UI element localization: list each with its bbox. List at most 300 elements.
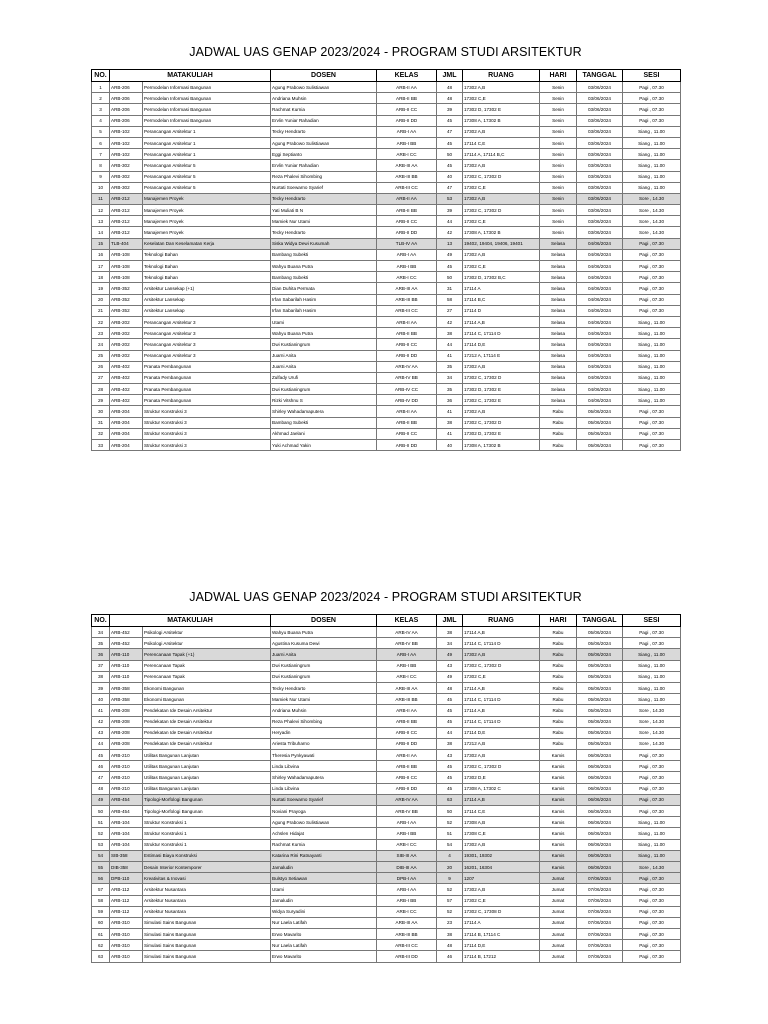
cell-tanggal: 07/06/2024 bbox=[577, 917, 623, 928]
cell-sesi: Siang , 11.00 bbox=[623, 817, 681, 828]
cell-tanggal: 03/06/2024 bbox=[577, 149, 623, 160]
table-row bbox=[92, 126, 681, 137]
cell-dosen: Tecky Hendrarto bbox=[271, 193, 377, 204]
cell-jml: 34 bbox=[437, 372, 463, 383]
cell-dosen: Mamiek Nur Utami bbox=[271, 216, 377, 227]
cell-hari: Jumat bbox=[540, 895, 577, 906]
cell-matakuliah: Perancangan Arsitektur 3 bbox=[143, 350, 271, 361]
cell-hari: Selasa bbox=[540, 305, 577, 316]
cell-no: 29 bbox=[92, 395, 110, 406]
cell-matakuliah: Manajemen Proyek bbox=[143, 205, 271, 216]
cell-kode: ARB-402 bbox=[110, 395, 143, 406]
cell-no: 60 bbox=[92, 917, 110, 928]
cell-dosen: Juarni Anita bbox=[271, 361, 377, 372]
cell-tanggal: 03/06/2024 bbox=[577, 193, 623, 204]
cell-matakuliah: Perancangan Arsitektur 1 bbox=[143, 137, 271, 148]
cell-kelas: ARB-I BB bbox=[377, 828, 437, 839]
cell-jml: 58 bbox=[437, 294, 463, 305]
cell-no: 3 bbox=[92, 104, 110, 115]
table-row bbox=[92, 193, 681, 204]
cell-jml: 45 bbox=[437, 694, 463, 705]
cell-kode: ARB-102 bbox=[110, 137, 143, 148]
cell-matakuliah: Pranata Pembangunan bbox=[143, 361, 271, 372]
cell-matakuliah: Estimasi Biaya Konstruksi bbox=[143, 850, 271, 861]
cell-tanggal: 04/06/2024 bbox=[577, 283, 623, 294]
cell-jml: 63 bbox=[437, 794, 463, 805]
cell-hari: Senin bbox=[540, 149, 577, 160]
cell-hari: Kamis bbox=[540, 761, 577, 772]
cell-sesi: Pagi , 07.30 bbox=[623, 238, 681, 249]
cell-kode: ARB-402 bbox=[110, 372, 143, 383]
col-header-hari: HARI bbox=[540, 615, 577, 627]
table-row bbox=[92, 682, 681, 693]
cell-matakuliah: Struktur Konstruksi 3 bbox=[143, 428, 271, 439]
cell-no: 56 bbox=[92, 873, 110, 884]
cell-tanggal: 03/06/2024 bbox=[577, 160, 623, 171]
cell-kelas: TLB-IV AA bbox=[377, 238, 437, 249]
cell-kode: ARB-206 bbox=[110, 115, 143, 126]
cell-kelas: ARB-II DD bbox=[377, 115, 437, 126]
cell-tanggal: 06/06/2024 bbox=[577, 772, 623, 783]
cell-jml: 57 bbox=[437, 895, 463, 906]
cell-kelas: ARB-II DD bbox=[377, 227, 437, 238]
cell-ruang: 17114 C, 17114 D bbox=[463, 694, 540, 705]
cell-hari: Selasa bbox=[540, 238, 577, 249]
cell-tanggal: 05/06/2024 bbox=[577, 440, 623, 451]
cell-kelas: ARB-I AA bbox=[377, 817, 437, 828]
cell-jml: 31 bbox=[437, 283, 463, 294]
cell-jml: 45 bbox=[437, 261, 463, 272]
cell-dosen: Dwi Kustianingrum bbox=[271, 384, 377, 395]
cell-jml: 41 bbox=[437, 350, 463, 361]
cell-sesi: Sore , 14.30 bbox=[623, 738, 681, 749]
cell-tanggal: 07/06/2024 bbox=[577, 951, 623, 962]
table-row bbox=[92, 940, 681, 951]
cell-ruang: 17302 A,B bbox=[463, 649, 540, 660]
cell-no: 35 bbox=[92, 638, 110, 649]
cell-sesi: Sore , 14.30 bbox=[623, 861, 681, 872]
cell-tanggal: 04/06/2024 bbox=[577, 361, 623, 372]
cell-kode: SIB-358 bbox=[110, 850, 143, 861]
cell-kode: ARB-108 bbox=[110, 249, 143, 260]
table-row bbox=[92, 772, 681, 783]
cell-dosen: Rachmat Kurnia bbox=[271, 104, 377, 115]
cell-ruang: 17302 C,E bbox=[463, 182, 540, 193]
cell-kode: ARB-212 bbox=[110, 205, 143, 216]
cell-kode: ARB-212 bbox=[110, 216, 143, 227]
cell-no: 36 bbox=[92, 649, 110, 660]
col-header-matakuliah: MATAKULIAH bbox=[110, 70, 271, 82]
cell-jml: 38 bbox=[437, 738, 463, 749]
cell-dosen: Ervlin Yuniar Rahadian bbox=[271, 160, 377, 171]
sheet-title: JADWAL UAS GENAP 2023/2024 - PROGRAM STUDI ARSITEKTUR bbox=[189, 45, 582, 59]
cell-jml: 50 bbox=[437, 806, 463, 817]
cell-kelas: ARB-II DD bbox=[377, 783, 437, 794]
cell-kode: ARB-212 bbox=[110, 227, 143, 238]
cell-hari: Selasa bbox=[540, 283, 577, 294]
table-row bbox=[92, 171, 681, 182]
cell-kelas: ARB-II AA bbox=[377, 82, 437, 93]
cell-no: 27 bbox=[92, 372, 110, 383]
cell-no: 47 bbox=[92, 772, 110, 783]
cell-sesi: Pagi , 07.30 bbox=[623, 940, 681, 951]
cell-tanggal: 04/06/2024 bbox=[577, 372, 623, 383]
cell-kelas: ARB-II AA bbox=[377, 705, 437, 716]
cell-no: 42 bbox=[92, 716, 110, 727]
cell-ruang: 17114 C, 17114 D bbox=[463, 638, 540, 649]
cell-dosen: Dwi Kustianingrum bbox=[271, 660, 377, 671]
table-row bbox=[92, 428, 681, 439]
cell-tanggal: 04/06/2024 bbox=[577, 249, 623, 260]
cell-ruang: 17114 A, 17114 B,C bbox=[463, 149, 540, 160]
cell-tanggal: 06/06/2024 bbox=[577, 794, 623, 805]
cell-matakuliah: Manajemen Proyek bbox=[143, 193, 271, 204]
cell-kode: ARB-358 bbox=[110, 694, 143, 705]
cell-tanggal: 05/06/2024 bbox=[577, 406, 623, 417]
cell-ruang: 17302 A,B bbox=[463, 126, 540, 137]
table-body bbox=[92, 82, 681, 451]
cell-ruang: 19301, 19302 bbox=[463, 850, 540, 861]
cell-ruang: 17302 A,B bbox=[463, 750, 540, 761]
cell-kode: ARB-352 bbox=[110, 305, 143, 316]
cell-tanggal: 05/06/2024 bbox=[577, 738, 623, 749]
cell-kode: ARB-204 bbox=[110, 406, 143, 417]
cell-kode: ARB-102 bbox=[110, 126, 143, 137]
cell-ruang: 17114 C, 17114 D bbox=[463, 328, 540, 339]
cell-no: 33 bbox=[92, 440, 110, 451]
col-header-ruang: RUANG bbox=[463, 615, 540, 627]
cell-sesi: Pagi , 07.30 bbox=[623, 417, 681, 428]
table-row bbox=[92, 660, 681, 671]
cell-matakuliah: Arsitektur Nusantara bbox=[143, 884, 271, 895]
cell-matakuliah: Simulasi Sains Bangunan bbox=[143, 929, 271, 940]
cell-hari: Jumat bbox=[540, 873, 577, 884]
col-header-tanggal: TANGGAL bbox=[577, 615, 623, 627]
cell-matakuliah: Psikologi Arsitektur bbox=[143, 638, 271, 649]
cell-sesi: Pagi , 07.30 bbox=[623, 873, 681, 884]
cell-sesi: Pagi , 07.30 bbox=[623, 104, 681, 115]
cell-sesi: Siang , 11.00 bbox=[623, 171, 681, 182]
col-header-hari: HARI bbox=[540, 70, 577, 82]
cell-kode: ARB-210 bbox=[110, 761, 143, 772]
cell-kode: ARB-208 bbox=[110, 727, 143, 738]
cell-sesi: Pagi , 07.30 bbox=[623, 895, 681, 906]
cell-hari: Senin bbox=[540, 115, 577, 126]
cell-dosen: Agung Prabowo Sulistiawan bbox=[271, 817, 377, 828]
cell-no: 17 bbox=[92, 261, 110, 272]
cell-dosen: Andriana Muhsin bbox=[271, 93, 377, 104]
cell-sesi: Sore , 14.30 bbox=[623, 227, 681, 238]
cell-sesi: Pagi , 07.30 bbox=[623, 627, 681, 638]
cell-tanggal: 07/06/2024 bbox=[577, 895, 623, 906]
cell-matakuliah: Tipologi-Morfologi Bangunan bbox=[143, 794, 271, 805]
cell-ruang: 17114 A,B bbox=[463, 316, 540, 327]
cell-no: 32 bbox=[92, 428, 110, 439]
cell-jml: 41 bbox=[437, 406, 463, 417]
cell-sesi: Siang , 11.00 bbox=[623, 350, 681, 361]
cell-sesi: Siang , 11.00 bbox=[623, 160, 681, 171]
cell-kode: ARB-452 bbox=[110, 638, 143, 649]
table-row bbox=[92, 104, 681, 115]
cell-matakuliah: Tipologi-Morfologi Bangunan bbox=[143, 806, 271, 817]
table-row bbox=[92, 817, 681, 828]
cell-kode: ARB-204 bbox=[110, 440, 143, 451]
cell-dosen: Noviani Prayoga bbox=[271, 806, 377, 817]
cell-no: 15 bbox=[92, 238, 110, 249]
cell-kelas: ARB-I CC bbox=[377, 839, 437, 850]
table-row bbox=[92, 705, 681, 716]
cell-sesi: Pagi , 07.30 bbox=[623, 428, 681, 439]
cell-matakuliah: Ekonomi Bangunan bbox=[143, 694, 271, 705]
cell-ruang: 17114 C,E bbox=[463, 806, 540, 817]
cell-matakuliah: Pranata Pembangunan bbox=[143, 372, 271, 383]
cell-tanggal: 03/06/2024 bbox=[577, 227, 623, 238]
cell-matakuliah: Utilitas Bangunan Lanjutan bbox=[143, 772, 271, 783]
cell-hari: Kamis bbox=[540, 861, 577, 872]
cell-kode: ARB-208 bbox=[110, 738, 143, 749]
cell-matakuliah: Pendekatan Ide Desain Arsitektur bbox=[143, 727, 271, 738]
table-body bbox=[92, 627, 681, 963]
cell-ruang: 19402, 19404, 19406, 19401 bbox=[463, 238, 540, 249]
cell-no: 51 bbox=[92, 817, 110, 828]
cell-tanggal: 04/06/2024 bbox=[577, 238, 623, 249]
cell-jml: 20 bbox=[437, 861, 463, 872]
cell-tanggal: 06/06/2024 bbox=[577, 761, 623, 772]
cell-tanggal: 03/06/2024 bbox=[577, 104, 623, 115]
cell-no: 46 bbox=[92, 761, 110, 772]
cell-hari: Rabu bbox=[540, 440, 577, 451]
cell-dosen: Jamaludin bbox=[271, 861, 377, 872]
cell-ruang: 17114 D,E bbox=[463, 339, 540, 350]
cell-matakuliah: Simulasi Sains Bangunan bbox=[143, 917, 271, 928]
cell-matakuliah: Perancangan Arsitektur 3 bbox=[143, 339, 271, 350]
cell-no: 5 bbox=[92, 126, 110, 137]
cell-tanggal: 05/06/2024 bbox=[577, 649, 623, 660]
cell-kode: ARB-112 bbox=[110, 895, 143, 906]
cell-matakuliah: Teknologi Bahan bbox=[143, 272, 271, 283]
cell-ruang: 17302 C, 17302 D bbox=[463, 171, 540, 182]
cell-matakuliah: Pranata Pembangunan bbox=[143, 384, 271, 395]
table-row bbox=[92, 861, 681, 872]
cell-no: 18 bbox=[92, 272, 110, 283]
cell-hari: Rabu bbox=[540, 638, 577, 649]
col-header-no: NO. bbox=[92, 615, 110, 627]
cell-dosen: Utami bbox=[271, 884, 377, 895]
cell-hari: Selasa bbox=[540, 249, 577, 260]
table-row bbox=[92, 716, 681, 727]
table-row bbox=[92, 283, 681, 294]
cell-sesi: Sore , 14.30 bbox=[623, 716, 681, 727]
cell-hari: Rabu bbox=[540, 627, 577, 638]
cell-jml: 39 bbox=[437, 104, 463, 115]
cell-hari: Senin bbox=[540, 171, 577, 182]
cell-sesi: Siang , 11.00 bbox=[623, 126, 681, 137]
table-row bbox=[92, 216, 681, 227]
cell-hari: Kamis bbox=[540, 839, 577, 850]
cell-tanggal: 04/06/2024 bbox=[577, 339, 623, 350]
table-row bbox=[92, 783, 681, 794]
cell-dosen: Juarni Anita bbox=[271, 350, 377, 361]
table-row bbox=[92, 182, 681, 193]
cell-hari: Selasa bbox=[540, 372, 577, 383]
cell-kode: TLB-404 bbox=[110, 238, 143, 249]
cell-kode: ARB-206 bbox=[110, 104, 143, 115]
cell-ruang: 17114 A bbox=[463, 917, 540, 928]
cell-no: 9 bbox=[92, 171, 110, 182]
cell-kelas: DIB-III AA bbox=[377, 861, 437, 872]
cell-kelas: ARB-II AA bbox=[377, 406, 437, 417]
cell-jml: 41 bbox=[437, 428, 463, 439]
cell-kelas: ARB-IV AA bbox=[377, 627, 437, 638]
cell-kode: ARB-112 bbox=[110, 884, 143, 895]
cell-no: 14 bbox=[92, 227, 110, 238]
cell-sesi: Pagi , 07.30 bbox=[623, 294, 681, 305]
cell-dosen: Dian Duhita Permata bbox=[271, 283, 377, 294]
cell-kelas: ARB-III AA bbox=[377, 283, 437, 294]
cell-kelas: ARB-II DD bbox=[377, 440, 437, 451]
cell-jml: 38 bbox=[437, 929, 463, 940]
cell-dosen: Irfan Sabarilah Hasim bbox=[271, 305, 377, 316]
cell-kode: ARB-352 bbox=[110, 283, 143, 294]
cell-jml: 35 bbox=[437, 384, 463, 395]
cell-jml: 52 bbox=[437, 884, 463, 895]
cell-no: 25 bbox=[92, 350, 110, 361]
cell-matakuliah: Perancangan Arsitektur 5 bbox=[143, 171, 271, 182]
cell-hari: Rabu bbox=[540, 716, 577, 727]
col-header-sesi: SESI bbox=[623, 615, 681, 627]
cell-tanggal: 05/06/2024 bbox=[577, 716, 623, 727]
cell-tanggal: 06/06/2024 bbox=[577, 861, 623, 872]
cell-no: 48 bbox=[92, 783, 110, 794]
cell-tanggal: 03/06/2024 bbox=[577, 126, 623, 137]
cell-jml: 40 bbox=[437, 440, 463, 451]
cell-tanggal: 05/06/2024 bbox=[577, 694, 623, 705]
table-row bbox=[92, 339, 681, 350]
cell-matakuliah: Desain Interior Kontemporer bbox=[143, 861, 271, 872]
table-row bbox=[92, 750, 681, 761]
cell-sesi: Pagi , 07.30 bbox=[623, 283, 681, 294]
cell-ruang: 17302 D, 17302 E bbox=[463, 384, 540, 395]
cell-matakuliah: Perencanaan Tapak (+1) bbox=[143, 649, 271, 660]
cell-dosen: Andriana Muhsin bbox=[271, 705, 377, 716]
cell-dosen: Bambang Subekti bbox=[271, 272, 377, 283]
cell-dosen: Bambang Subekti bbox=[271, 249, 377, 260]
table-row bbox=[92, 884, 681, 895]
cell-ruang: 17302 D, 17302 B,C bbox=[463, 272, 540, 283]
cell-ruang: 17302 A,B bbox=[463, 249, 540, 260]
cell-hari: Rabu bbox=[540, 671, 577, 682]
cell-tanggal: 06/06/2024 bbox=[577, 806, 623, 817]
table-row bbox=[92, 261, 681, 272]
cell-dosen: Erwo Mavarito bbox=[271, 951, 377, 962]
cell-jml: 53 bbox=[437, 193, 463, 204]
cell-dosen: Widya Suryadini bbox=[271, 906, 377, 917]
cell-dosen: Heryadin bbox=[271, 727, 377, 738]
cell-matakuliah: Manajemen Proyek bbox=[143, 216, 271, 227]
table-row bbox=[92, 82, 681, 93]
cell-no: 22 bbox=[92, 316, 110, 327]
cell-hari: Rabu bbox=[540, 406, 577, 417]
cell-jml: 38 bbox=[437, 417, 463, 428]
cell-no: 24 bbox=[92, 339, 110, 350]
cell-no: 39 bbox=[92, 682, 110, 693]
cell-dosen: Mamiek Nur Utami bbox=[271, 694, 377, 705]
cell-kelas: ARB-III DD bbox=[377, 951, 437, 962]
cell-matakuliah: Utilitas Bangunan Lanjutan bbox=[143, 750, 271, 761]
cell-ruang: 17302 C,E bbox=[463, 895, 540, 906]
table-row bbox=[92, 649, 681, 660]
cell-hari: Selasa bbox=[540, 261, 577, 272]
cell-dosen: Siska Widya Dewi Kusumah bbox=[271, 238, 377, 249]
cell-kelas: ARB-I AA bbox=[377, 884, 437, 895]
cell-dosen: Rizki Vitshnu S bbox=[271, 395, 377, 406]
cell-tanggal: 04/06/2024 bbox=[577, 316, 623, 327]
cell-kelas: ARB-IV CC bbox=[377, 384, 437, 395]
cell-hari: Senin bbox=[540, 227, 577, 238]
table-row bbox=[92, 951, 681, 962]
cell-ruang: 17302 D, 17302 E bbox=[463, 104, 540, 115]
cell-kode: ARB-212 bbox=[110, 193, 143, 204]
cell-kode: ARB-302 bbox=[110, 182, 143, 193]
cell-hari: Rabu bbox=[540, 705, 577, 716]
table-row bbox=[92, 906, 681, 917]
cell-dosen: Tecky Hendrarto bbox=[271, 682, 377, 693]
cell-no: 63 bbox=[92, 951, 110, 962]
cell-tanggal: 05/06/2024 bbox=[577, 417, 623, 428]
cell-jml: 49 bbox=[437, 249, 463, 260]
cell-kelas: ARB-I BB bbox=[377, 137, 437, 148]
table-row bbox=[92, 149, 681, 160]
cell-jml: 48 bbox=[437, 682, 463, 693]
cell-no: 49 bbox=[92, 794, 110, 805]
cell-ruang: 17308 A, 17302 B bbox=[463, 440, 540, 451]
cell-no: 55 bbox=[92, 861, 110, 872]
cell-tanggal: 04/06/2024 bbox=[577, 272, 623, 283]
cell-ruang: 17302 D,E bbox=[463, 772, 540, 783]
table-row bbox=[92, 638, 681, 649]
cell-kelas: ARB-III AA bbox=[377, 682, 437, 693]
cell-hari: Senin bbox=[540, 182, 577, 193]
cell-dosen: Tecky Hendrarto bbox=[271, 227, 377, 238]
cell-matakuliah: Kreativitas & Inovasi bbox=[143, 873, 271, 884]
cell-ruang: 17308 A, 17302 B bbox=[463, 115, 540, 126]
cell-dosen: Juarni Anita bbox=[271, 649, 377, 660]
cell-kelas: ARB-I BB bbox=[377, 895, 437, 906]
cell-matakuliah: Manajemen Proyek bbox=[143, 227, 271, 238]
col-header-kelas: KELAS bbox=[377, 615, 437, 627]
cell-ruang: 17114 A bbox=[463, 283, 540, 294]
cell-hari: Selasa bbox=[540, 272, 577, 283]
cell-ruang: 17114 B,C bbox=[463, 294, 540, 305]
table-row bbox=[92, 806, 681, 817]
cell-hari: Senin bbox=[540, 93, 577, 104]
cell-matakuliah: Permodelan Informasi Bangunan bbox=[143, 93, 271, 104]
cell-ruang: 17114 C,E bbox=[463, 137, 540, 148]
cell-kode: ARB-452 bbox=[110, 627, 143, 638]
cell-ruang: 17114 C, 17114 D bbox=[463, 716, 540, 727]
cell-no: 54 bbox=[92, 850, 110, 861]
cell-tanggal: 04/06/2024 bbox=[577, 328, 623, 339]
cell-ruang: 17302 C, 17302 E bbox=[463, 395, 540, 406]
cell-hari: Selasa bbox=[540, 339, 577, 350]
cell-kelas: ARB-II BB bbox=[377, 328, 437, 339]
cell-hari: Kamis bbox=[540, 817, 577, 828]
cell-sesi: Pagi , 07.30 bbox=[623, 305, 681, 316]
cell-dosen: Linda Libvina bbox=[271, 761, 377, 772]
cell-ruang: 17212 A, 17114 E bbox=[463, 350, 540, 361]
cell-ruang: 17114 A,B bbox=[463, 682, 540, 693]
cell-tanggal: 03/06/2024 bbox=[577, 171, 623, 182]
